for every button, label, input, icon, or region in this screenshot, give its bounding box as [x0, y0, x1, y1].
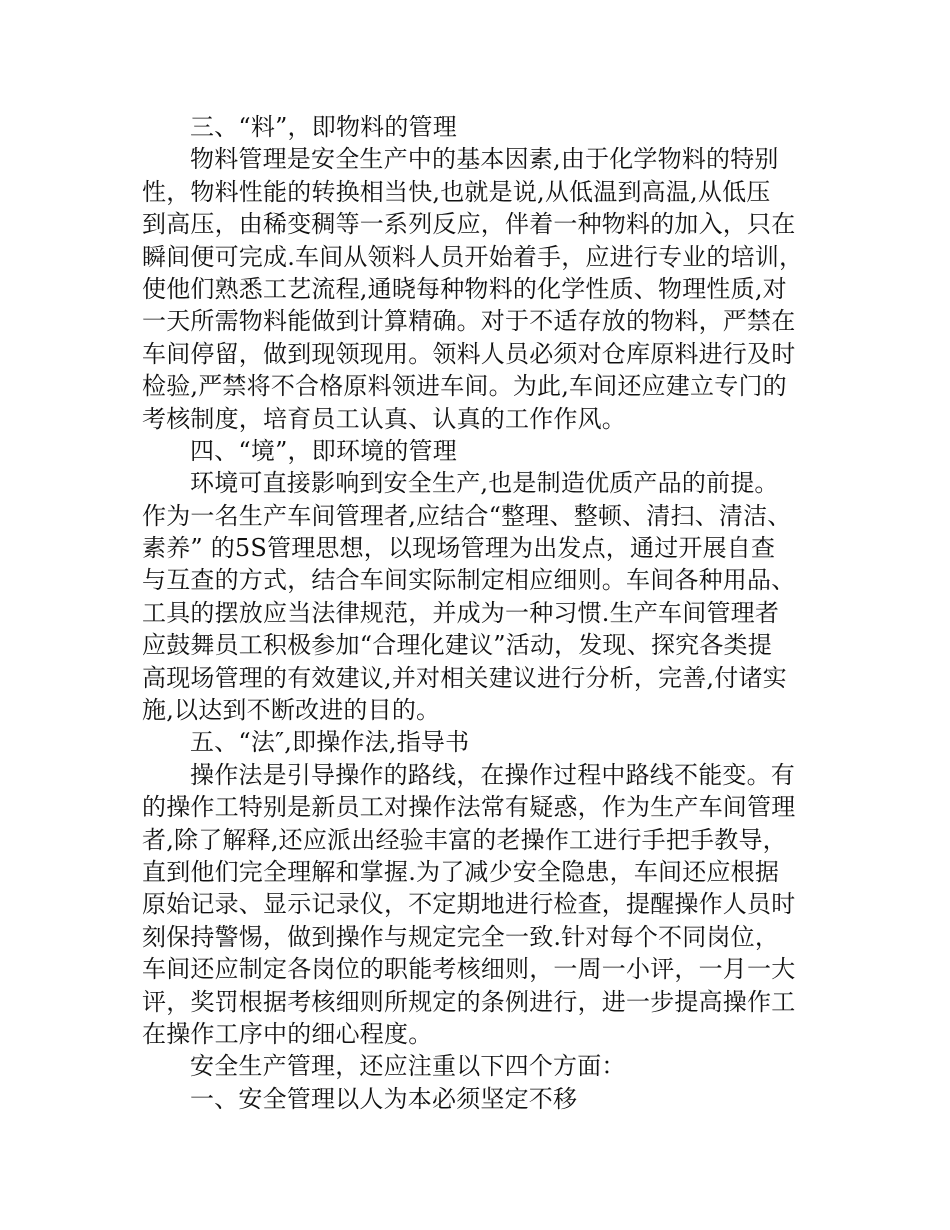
paragraph-line: 作为一名生产车间管理者,应结合“整理、整顿、清扫、清洁、	[142, 501, 792, 530]
section-heading-method: 五、“法″,即操作法,指导书	[190, 728, 470, 757]
paragraph-line: 施,以达到不断改进的目的。	[142, 696, 441, 725]
paragraph-line: 检验,严禁将不合格原料领进车间。为此,车间还应建立专门的	[142, 372, 787, 401]
paragraph-line: 高现场管理的有效建议,并对相关建议进行分析，完善,付诸实	[142, 663, 787, 692]
paragraph-line: 的操作工特别是新员工对操作法常有疑惑，作为生产车间管理	[142, 793, 796, 822]
paragraph-line: 物料管理是安全生产中的基本因素,由于化学物料的特别	[190, 145, 779, 174]
paragraph-line: 车间还应制定各岗位的职能考核细则，一周一小评，一月一大	[142, 955, 796, 984]
paragraph-line: 安全生产管理，还应注重以下四个方面：	[190, 1052, 626, 1081]
section-heading-material: 三、“料”，即物料的管理	[190, 113, 457, 141]
paragraph-line: 直到他们完全理解和掌握.为了减少安全隐患，车间还应根据	[142, 857, 780, 886]
paragraph-line: 到高压，由稀变稠等一系列反应，伴着一种物料的加入，只在	[142, 210, 796, 239]
section-heading-environment: 四、“境”，即环境的管理	[190, 436, 457, 465]
paragraph-line: 瞬间便可完成.车间从领料人员开始着手，应进行专业的培训，	[142, 242, 804, 271]
paragraph-line: 应鼓舞员工积极参加“合理化建议”活动，发现、探究各类提	[142, 631, 772, 660]
paragraph-line: 考核制度，培育员工认真、认真的工作作风。	[142, 404, 626, 433]
section-heading-people-first: 一、安全管理以人为本必须坚定不移	[190, 1084, 578, 1113]
paragraph-line: 性，物料性能的转换相当快,也就是说,从低温到高温,从低压	[142, 177, 771, 206]
paragraph-line: 者,除了解释,还应派出经验丰富的老操作工进行手把手教导，	[142, 825, 787, 854]
paragraph-line: 使他们熟悉工艺流程,通晓每种物料的化学性质、物理性质,对	[142, 274, 787, 303]
paragraph-line: 一天所需物料能做到计算精确。对于不适存放的物料，严禁在	[142, 307, 796, 336]
paragraph-line: 工具的摆放应当法律规范，并成为一种习惯.生产车间管理者	[142, 598, 780, 627]
paragraph-line: 刻保持警惕，做到操作与规定完全一致.针对每个不同岗位，	[142, 922, 780, 951]
paragraph-line: 原始记录、显示记录仪，不定期地进行检查，提醒操作人员时	[142, 890, 796, 919]
paragraph-line: 评，奖罚根据考核细则所规定的条例进行，进一步提高操作工	[142, 987, 796, 1016]
paragraph-line: 在操作工序中的细心程度。	[142, 1019, 433, 1048]
paragraph-line: 素养” 的5S管理思想，以现场管理为出发点，通过开展自查	[142, 534, 776, 563]
document-body	[142, 111, 814, 1115]
paragraph-line: 操作法是引导操作的路线，在操作过程中路线不能变。有	[190, 760, 795, 789]
paragraph-line: 与互查的方式，结合车间实际制定相应细则。车间各种用品、	[142, 566, 796, 595]
paragraph-line: 车间停留，做到现领现用。领料人员必须对仓库原料进行及时	[142, 339, 796, 368]
paragraph-line: 环境可直接影响到安全生产,也是制造优质产品的前提。	[190, 469, 779, 498]
